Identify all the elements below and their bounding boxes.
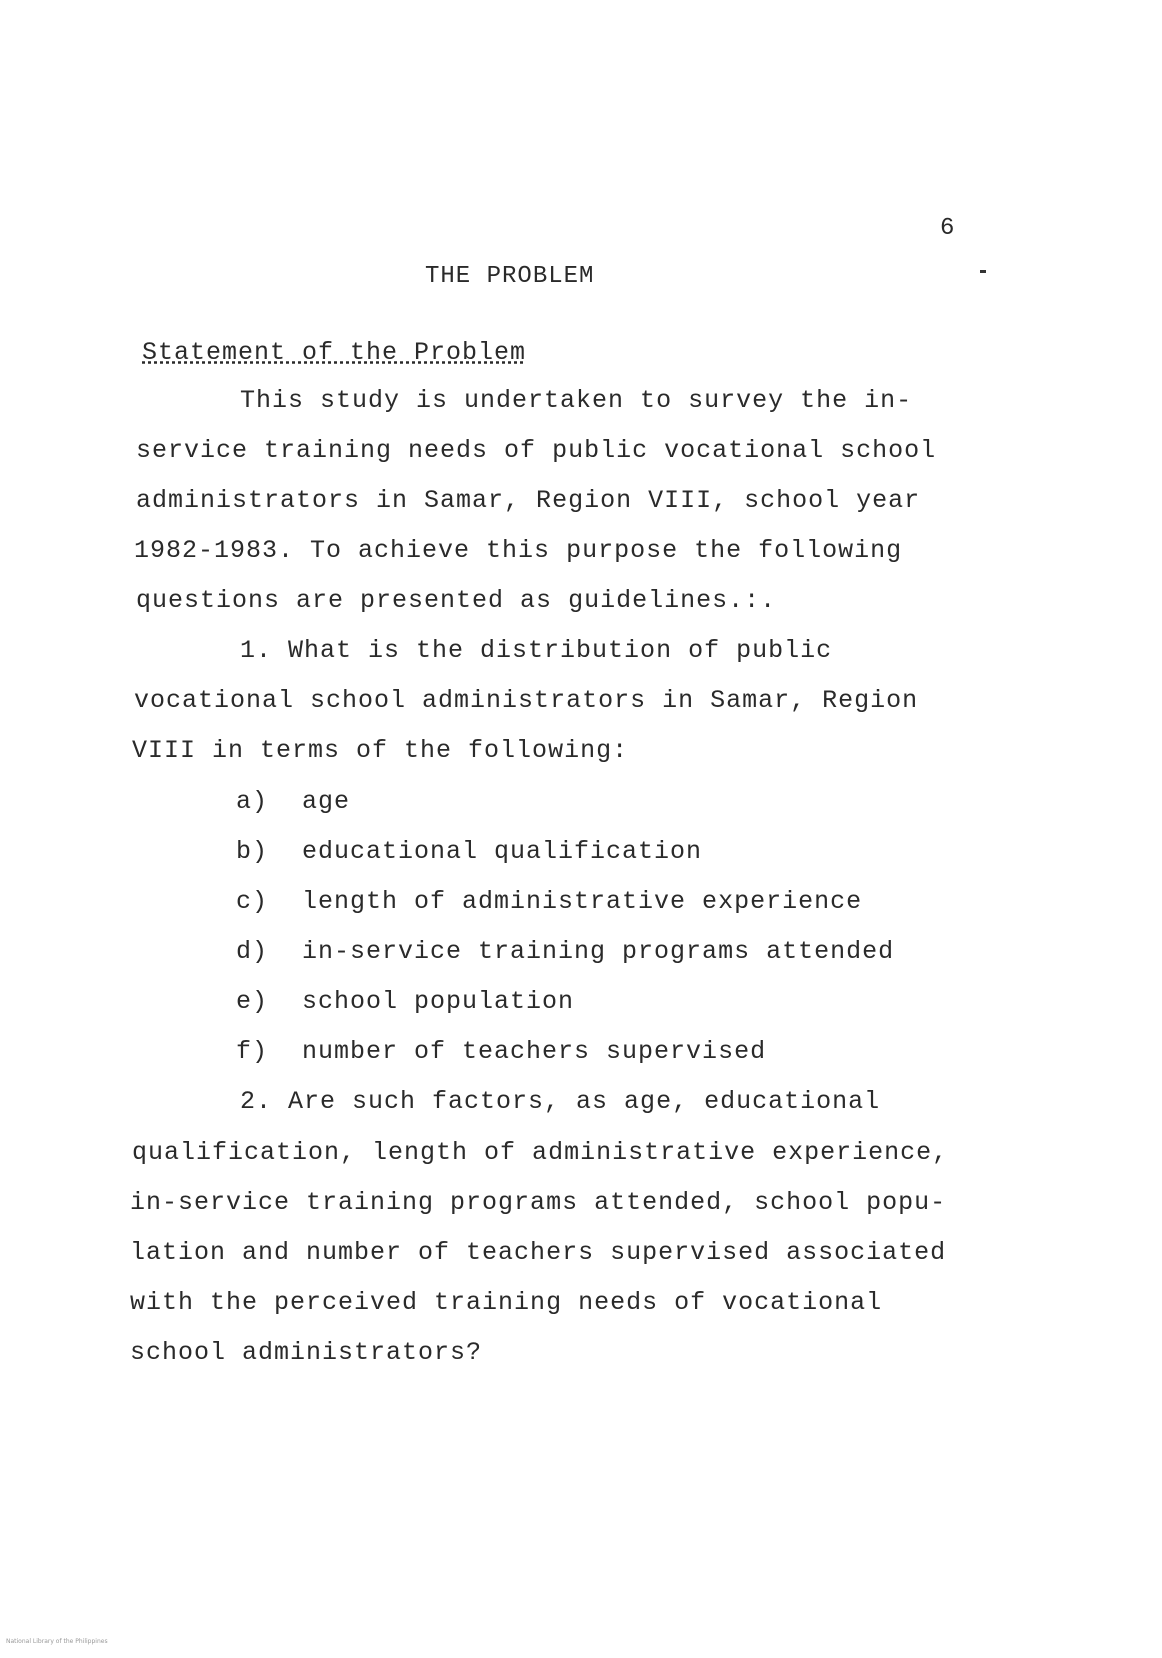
- list-item-label: e): [236, 987, 269, 1016]
- question-line: with the perceived training needs of vocational: [130, 1288, 883, 1317]
- list-item-text: age: [302, 787, 351, 816]
- question-line: VIII in terms of the following:: [132, 736, 629, 765]
- page-number: 6: [940, 215, 955, 242]
- question-line: vocational school administrators in Samar, Region: [134, 686, 919, 715]
- question-line: 1. What is the distribution of public: [240, 636, 833, 665]
- list-item-text: number of teachers supervised: [302, 1037, 767, 1066]
- list-item-text: in-service training programs attended: [302, 937, 895, 966]
- paragraph-line: 1982-1983. To achieve this purpose the following: [134, 536, 903, 565]
- list-item-label: c): [236, 887, 269, 916]
- list-item-label: a): [236, 787, 269, 816]
- list-item-label: d): [236, 937, 269, 966]
- question-line: in-service training programs attended, school popu-: [130, 1188, 947, 1217]
- paragraph-line: questions are presented as guidelines.:.: [136, 586, 777, 615]
- question-line: lation and number of teachers supervised associated: [130, 1238, 947, 1267]
- list-item-text: school population: [302, 987, 575, 1016]
- question-line: 2. Are such factors, as age, educational: [240, 1087, 881, 1116]
- paragraph-line: administrators in Samar, Region VIII, school year: [136, 486, 921, 515]
- section-heading: Statement of the Problem: [142, 338, 527, 367]
- list-item-text: length of administrative experience: [302, 887, 863, 916]
- footer-watermark: National Library of the Philippines: [6, 1638, 108, 1645]
- list-item-label: b): [236, 837, 269, 866]
- question-line: qualification, length of administrative experience,: [132, 1138, 949, 1167]
- page-title: THE PROBLEM: [425, 263, 595, 290]
- question-line: school administrators?: [130, 1338, 483, 1367]
- list-item-label: f): [236, 1037, 269, 1066]
- paragraph-line: service training needs of public vocational school: [136, 436, 937, 465]
- paragraph-line: This study is undertaken to survey the in-: [240, 386, 913, 415]
- list-item-text: educational qualification: [302, 837, 703, 866]
- stray-mark: [980, 270, 986, 273]
